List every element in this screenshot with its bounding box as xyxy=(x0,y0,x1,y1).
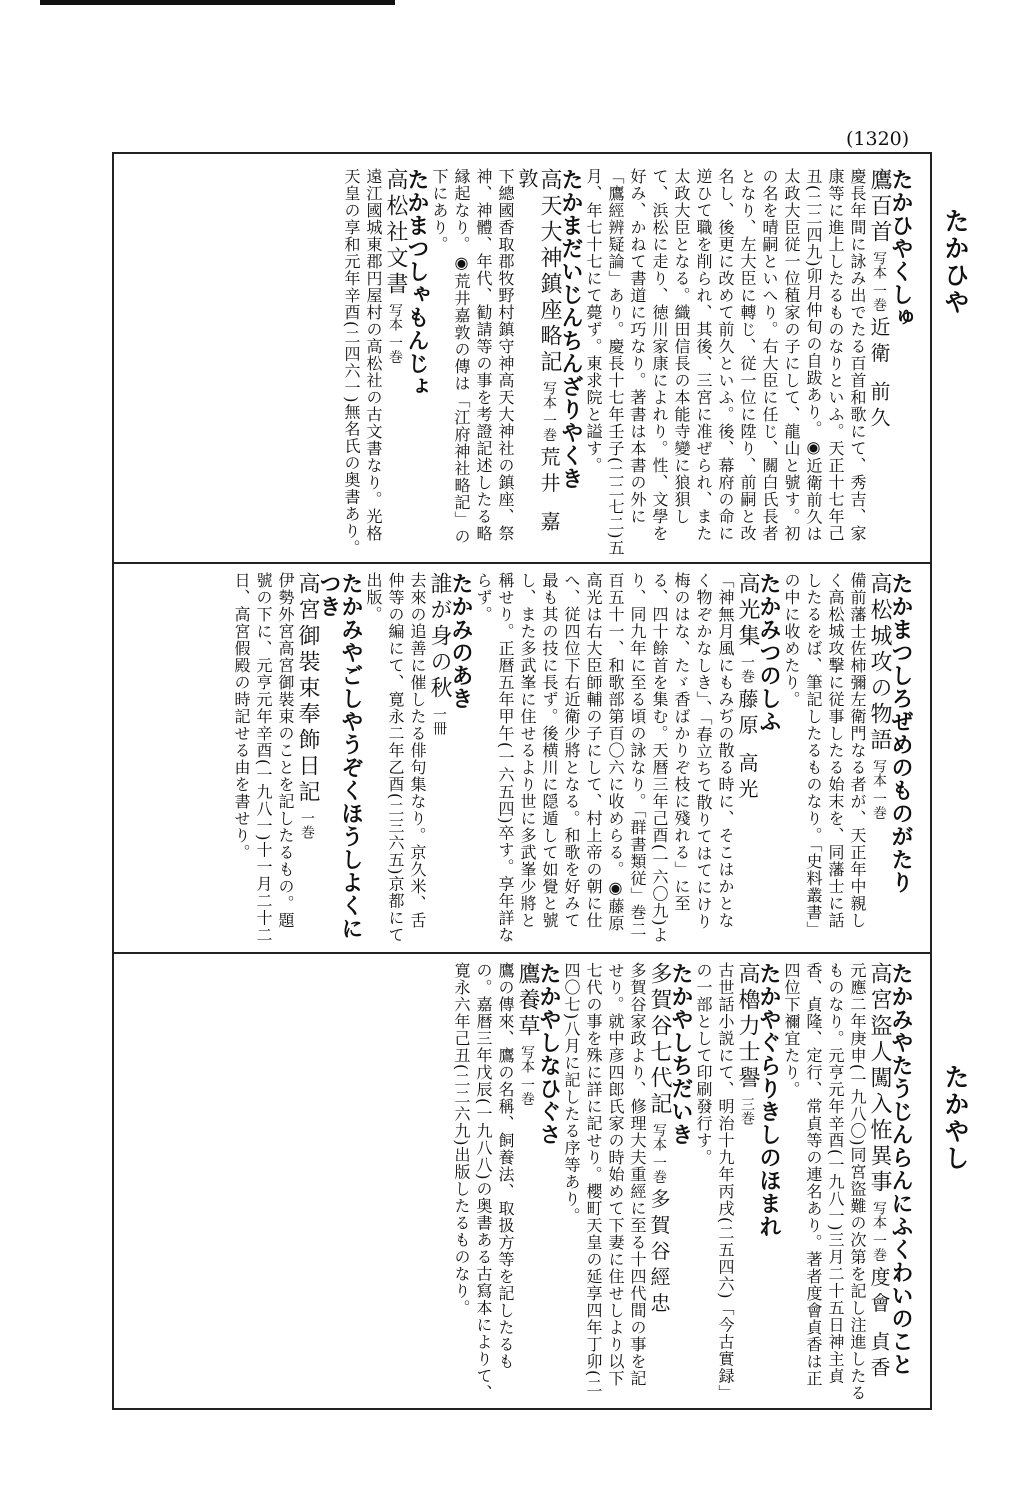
entry-meta: 写本 一巻 xyxy=(871,251,887,312)
entry-body: 慶長年間に詠み出でたる百首和歌にて、秀吉、家康等に進上したるものなりといふ。天正十七年己丑(二二四九)卯月仲旬の自跋あり。◉近衛前久は太政大臣従一位稙家の子にして、龍山と號す。初の名を晴嗣といへり。右大臣に任じ、關白氏長者となり、左大臣に轉じ、従一位に陞り、前嗣と改名し、後更に改めて前久といふ。後、幕府の命に逆ひて職を削られ、其後、三宮に准ぜられ、また太政大臣となる。織田信長の本能寺變に狼狽して、浜松に走り、徳川家康によれり。性、文學を好み、かねて書道に巧なり。著書は本書の外に「鷹經辨疑論」あり。慶長十七年壬子(二二七二)五月、年七十七にて薨ず。東求院と謚す。 xyxy=(584,168,867,557)
entry-body: 元應二年庚申(一九八〇)同宮盜難の次第を記し注進したるものなり。元亨元年辛酉(一九八一)三月二十五日神主貞香、貞隆、定行、常貞等の連名あり。著者度會貞香は正四位下禰宜たり。 xyxy=(782,962,867,1402)
entry-meta: 一巻 xyxy=(299,811,315,840)
entry-body: 備前藩士佐柿彌左衛門なる者が、天正年中親しく高松城攻撃に従事したる始末を、同藩士に話したるをば、筆記したるものなり。「史料叢書」の中に收めたり。 xyxy=(782,572,867,938)
margin-heading-bottom: たかやし xyxy=(941,1064,970,1172)
entry-meta: 写本 一巻 xyxy=(651,1123,667,1184)
entry-body: 去來の追善に催したる俳句集なり。京久米、舌仲等の編にて、寛永二年乙酉(二三六五)京都にて出版。 xyxy=(364,572,427,944)
entry-title: 高宮盜人闖入恠異事 xyxy=(867,962,892,1196)
entry-heading: たかみのあき xyxy=(448,572,474,710)
entry-body: 鷹の傳來、鷹の名稱、飼養法、取扱方等を記したるもの。嘉暦三年戊辰(一九八八)の奥書ある古寫本によりて、寛永六年己丑(二二六九)出版したるものなり。 xyxy=(452,962,515,1402)
entry-takaminoaki xyxy=(362,572,472,944)
entry-heading: たかまつしゃもんじょ xyxy=(404,168,430,398)
entry-title: 鷹百首 xyxy=(867,168,892,246)
margin-heading-top: たかひや xyxy=(941,208,970,316)
entry-author: 荒井 嘉敦 xyxy=(515,168,561,537)
entry-body: 伊勢外宮高宮御裝束のことを記したるもの。題號の下に、元亨元年辛酉(一九八一)十一月二十二日、高宮假殿の時記せる由を書せり。 xyxy=(232,572,295,944)
entry-meta: 写本 一巻 xyxy=(871,1201,887,1262)
entry-title: 高松城攻の物語 xyxy=(867,572,892,754)
entry-body: 古世話小説にて、明治十九年丙戌(二五四六)「今古實録」の一部として印刷發行す。 xyxy=(694,962,735,1402)
entry-meta: 三巻 xyxy=(739,1097,755,1126)
entry-title: 高櫓力士譽 xyxy=(735,962,760,1092)
entry-title: 高宮御裝束奉飾日記 xyxy=(295,572,320,806)
page-number: (1320) xyxy=(846,128,910,150)
top-rule xyxy=(40,0,395,5)
entry-title: 誰が身の秋 xyxy=(427,572,452,702)
entry-author: 多賀谷經忠 xyxy=(647,1188,671,1319)
entry-heading: たかやぐらりきしのほまれ xyxy=(756,962,782,1238)
entry-body: 多賀谷家政より、修理大夫重經に至る十四代間の事を記せり。就中彦四郎氏家の時始めて下妻に住せしより以下七代の事を殊に詳に記せり。櫻町天皇の延享四年丁卯(二四〇七)八月に記したる序等あり。 xyxy=(562,962,647,1395)
entry-title: 多賀谷七代記 xyxy=(647,962,672,1118)
band-2 xyxy=(132,572,912,944)
entry-takamadaijin xyxy=(428,168,582,558)
entry-author: 近衛 前久 xyxy=(867,316,891,433)
entry-meta: 写本 一巻 xyxy=(871,759,887,820)
entry-body: 「神無月風にもみぢの散る時に、そこはかとなく物ぞかなしき」、「春立ちて散りてはてにけり梅のはな、たゞ香ばかりぞ枝に殘れる」に至る、四十餘首を集む。天暦三年己酉(一六〇九)より、同九年に至る頃の詠なり。「群書類従」巻二百五十一、和歌部第百〇六に收めらる。◉藤原高光は右大臣師輔の子にして、村上帝の朝に仕へ、従四位下右近衛少將となる。和歌を好みて最も其の技に長ず。後横川に隠遁して如覺と號し、また多武峯に住せるより世に多武峯少將と稱せり。正暦五年甲午(一六五四)卒す。享年詳ならず。 xyxy=(474,572,735,944)
entry-title: 高松社文書 xyxy=(383,168,408,298)
band-1 xyxy=(132,168,912,558)
entry-author: 藤原 高光 xyxy=(735,688,759,805)
entry-body: 遠江國城東郡円屋村の高松社の古文書なり。光格天皇の享和元年辛酉(二四六一)無名氏の奥書あり。 xyxy=(342,168,383,557)
entry-heading: たかみつのしふ xyxy=(756,572,782,733)
entry-author: 度會 貞香 xyxy=(867,1266,891,1383)
entry-takamiyatoujin xyxy=(780,962,912,1402)
entry-takayashichidaiki xyxy=(560,962,692,1402)
band-3 xyxy=(132,962,912,1402)
entry-meta: 一巻 xyxy=(739,655,755,684)
entry-title: 鷹養草 xyxy=(515,962,540,1040)
entry-heading: たかひやくしゅ xyxy=(888,168,914,329)
entry-title: 高光集 xyxy=(735,572,760,650)
entry-heading: たかやしちだいき xyxy=(668,962,694,1146)
entry-heading: たかまつしろぜめのものがたり xyxy=(888,572,914,894)
entry-takamatsusha xyxy=(340,168,428,558)
entry-takayashinaigusa xyxy=(450,962,560,1402)
entry-takamiyagoshozoku xyxy=(230,572,362,944)
entry-heading: たかやしなひぐさ xyxy=(536,962,562,1146)
entry-takayagura xyxy=(692,962,780,1402)
entry-meta: 写本 一巻 xyxy=(541,381,557,442)
entry-takamitsunoshu xyxy=(472,572,780,944)
entry-meta: 写本 一巻 xyxy=(387,303,403,364)
entry-meta: 一冊 xyxy=(431,707,447,736)
entry-takahiyakushu xyxy=(582,168,912,558)
band-divider-1 xyxy=(112,562,932,564)
entry-meta: 写本 一巻 xyxy=(519,1045,535,1106)
entry-title: 高天大神鎮座略記 xyxy=(537,168,562,376)
entry-heading: たかみやごしやうぞくほうしよくにつき xyxy=(316,572,364,940)
entry-body: 下總國香取郡牧野村鎮守神高天大神社の鎮座、祭神、神體、年代、勧請等の事を考證記述したる略縁起なり。◉荒井嘉敦の傳は「江府神社略記」の下にあり。 xyxy=(430,168,515,545)
entry-takamatsushirozeme xyxy=(780,572,912,944)
entry-heading: たかまだいじんちんざりやくき xyxy=(558,168,584,490)
band-divider-2 xyxy=(112,952,932,954)
entry-heading: たかみやたうじんらんにふくわいのこと xyxy=(888,962,914,1376)
